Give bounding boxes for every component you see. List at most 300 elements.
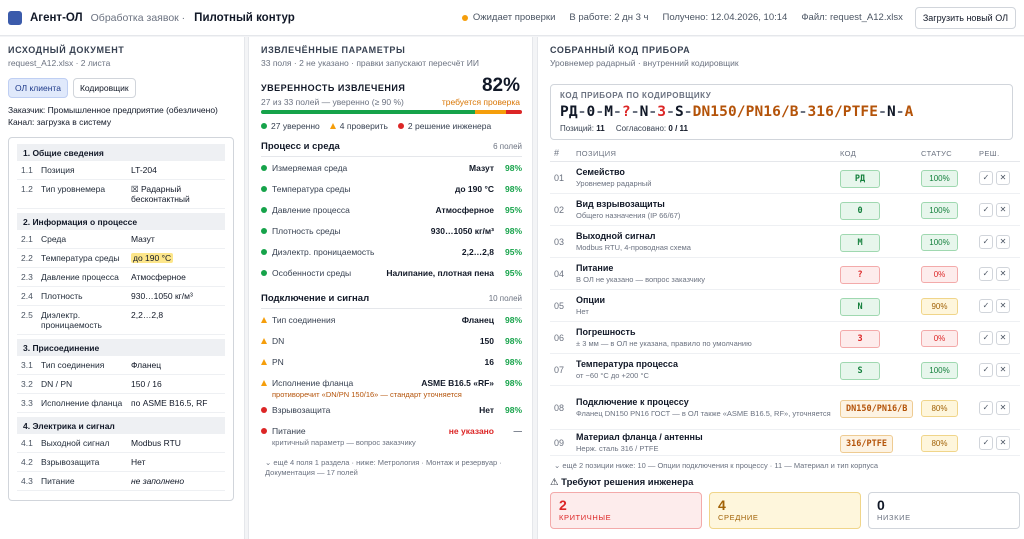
doc-row-value <box>131 360 225 370</box>
doc-row-number: 1.2 <box>21 184 33 194</box>
row-decision <box>979 203 1010 217</box>
code-segment: - <box>878 104 887 120</box>
param-confidence: 95% <box>504 204 522 215</box>
engineer-decision-title: ⚠ Требуют решения инженера <box>550 477 694 488</box>
param-value: 2,2…2,8 <box>461 246 494 257</box>
accept-check-icon[interactable]: ✓ <box>979 401 993 415</box>
code-segment: S <box>674 104 684 120</box>
accept-check-icon[interactable]: ✓ <box>979 331 993 345</box>
agreed-label: Согласовано: <box>615 124 667 133</box>
engineer-decision-cards <box>550 492 1020 529</box>
row-number: 03 <box>554 236 565 247</box>
param-value: до 190 °C <box>454 183 494 194</box>
more-fields-link[interactable]: ⌄ ещё 4 поля 1 раздела · ниже: Метрология · Монтаж и резервуар · Документация — 17 полей <box>265 458 502 477</box>
confidence-value: 82% <box>481 75 520 96</box>
accept-check-icon[interactable]: ✓ <box>979 267 993 281</box>
row-subtitle: ± 3 мм — в ОЛ не указана, правило по умолчанию <box>576 339 752 348</box>
green-dot-icon <box>261 226 272 236</box>
param-confidence: 95% <box>504 246 522 257</box>
doc-row-value <box>131 310 225 320</box>
doc-row <box>17 161 225 180</box>
green-dot-icon <box>261 205 272 215</box>
code-title: СОБРАННЫЙ КОД ПРИБОРА <box>550 45 691 55</box>
doc-row-value <box>131 234 225 244</box>
param-label: Измеряемая среда <box>272 162 348 173</box>
accept-check-icon[interactable]: ✓ <box>979 299 993 313</box>
status-badge: 100% <box>921 202 958 219</box>
row-code-cell <box>840 398 921 418</box>
doc-row-value-text: ☒ Радарный бесконтактный <box>131 184 190 204</box>
doc-row-number: 4.2 <box>21 457 33 467</box>
reject-close-icon[interactable]: ✕ <box>996 363 1010 377</box>
param-label: DN <box>272 335 285 346</box>
row-decision <box>979 363 1010 377</box>
reject-close-icon[interactable]: ✕ <box>996 203 1010 217</box>
agreed-count: 0 / 11 <box>668 124 688 133</box>
param-value: не указано <box>448 425 494 436</box>
table-row <box>550 386 1020 430</box>
status-badge: 80% <box>921 435 958 452</box>
code-segment: - <box>595 104 605 120</box>
doc-row <box>17 375 225 394</box>
code-chip[interactable]: 0 <box>840 202 880 220</box>
doc-row-label: Исполнение фланца <box>41 398 123 408</box>
app-logo-icon <box>8 11 22 25</box>
doc-row-value-text: Фланец <box>131 360 162 370</box>
param-row[interactable] <box>261 399 522 420</box>
doc-row-value <box>131 165 225 175</box>
table-row <box>550 322 1020 354</box>
table-header <box>550 145 1020 162</box>
code-box-title: КОД ПРИБОРА ПО КОДИРОВЩИКУ <box>560 91 712 100</box>
row-position <box>576 327 840 348</box>
doc-row-value <box>131 253 225 263</box>
doc-row <box>17 434 225 453</box>
row-number: 04 <box>554 268 565 279</box>
doc-row-value <box>131 272 225 282</box>
accept-check-icon[interactable]: ✓ <box>979 235 993 249</box>
warning-triangle-icon <box>261 315 272 325</box>
code-segment: N <box>886 104 896 120</box>
status-badge: 100% <box>921 362 958 379</box>
source-document-panel <box>0 37 245 539</box>
param-value: Нет <box>479 404 494 415</box>
group-count: 10 полей <box>488 294 522 303</box>
row-subtitle: от −60 °C до +200 °C <box>576 371 649 380</box>
doc-row-value-text: LT-204 <box>131 165 157 175</box>
row-status-cell <box>921 433 979 452</box>
code-segment: РД <box>560 104 578 120</box>
doc-row-label: Тип уровнемера <box>41 184 106 194</box>
more-positions-link[interactable]: ⌄ ещё 2 позиции ниже: 10 — Опции подключения к процессу · 11 — Материал и тип корпуса <box>554 461 879 470</box>
param-confidence: 98% <box>504 225 522 236</box>
param-confidence: 98% <box>504 377 522 388</box>
param-row[interactable] <box>261 241 522 262</box>
code-segment: - <box>895 104 905 120</box>
row-position <box>576 295 840 316</box>
row-title: Питание <box>576 263 614 273</box>
file-name: Файл: request_A12.xlsx <box>801 12 903 23</box>
doc-row-number: 3.1 <box>21 360 33 370</box>
row-status-cell <box>921 360 979 379</box>
doc-row-value-text: Нет <box>131 457 146 467</box>
param-row[interactable] <box>261 330 522 351</box>
tab-coder[interactable]: Кодировщик <box>73 78 136 98</box>
doc-row-value-text: 2,2…2,8 <box>131 310 164 320</box>
row-title: Подключение к процессу <box>576 397 689 407</box>
reject-close-icon[interactable]: ✕ <box>996 235 1010 249</box>
row-decision <box>979 235 1010 249</box>
param-label: Особенности среды <box>272 267 352 278</box>
group-count: 6 полей <box>493 142 522 151</box>
accept-check-icon[interactable]: ✓ <box>979 363 993 377</box>
doc-row-value <box>131 438 225 448</box>
row-code-cell <box>840 360 921 380</box>
code-segment: - <box>613 104 622 120</box>
table-row <box>550 258 1020 290</box>
doc-row-label: Давление процесса <box>41 272 119 282</box>
param-value: ASME B16.5 «RF» <box>421 377 494 388</box>
tab-client-form[interactable]: ОЛ клиента <box>8 78 68 98</box>
doc-row-label: Тип соединения <box>41 360 105 370</box>
table-row <box>550 354 1020 386</box>
param-label: Исполнение фланца <box>272 377 354 388</box>
code-meta: Уровнемер радарный · внутренний кодировщик <box>550 58 739 68</box>
code-segment: - <box>630 104 640 120</box>
red-dot-icon <box>398 123 404 129</box>
group-title: Подключение и сигнал <box>261 293 370 304</box>
param-label: Диэлектр. проницаемость <box>272 246 375 257</box>
doc-section-title: 3. Присоединение <box>17 339 225 356</box>
status-text: Ожидает проверки <box>472 12 556 23</box>
legend-check: 4 проверить <box>339 121 388 131</box>
param-confidence: 98% <box>504 404 522 415</box>
doc-row-value <box>131 379 225 389</box>
code-chip[interactable]: N <box>840 298 880 316</box>
table-row <box>550 162 1020 194</box>
status-dot-icon <box>462 15 468 21</box>
param-value: Фланец <box>461 314 494 325</box>
extracted-params-panel <box>248 37 533 539</box>
warning-triangle-icon <box>330 123 336 129</box>
row-code-cell <box>840 168 921 188</box>
code-segment: N <box>639 104 649 120</box>
extracted-title: ИЗВЛЕЧЁННЫЕ ПАРАМЕТРЫ <box>261 45 406 55</box>
in-work-time: В работе: 2 дн 3 ч <box>569 12 649 23</box>
reject-close-icon[interactable]: ✕ <box>996 436 1010 450</box>
group-header <box>261 141 522 157</box>
engineer-card-count: 4 <box>718 497 726 513</box>
doc-row-number: 4.1 <box>21 438 33 448</box>
code-segment: - <box>648 104 658 120</box>
param-row[interactable] <box>261 220 522 241</box>
doc-row-label: Среда <box>41 234 67 244</box>
param-row[interactable] <box>261 157 522 178</box>
doc-row-label: Диэлектр. проницаемость <box>41 310 102 330</box>
doc-row-number: 2.5 <box>21 310 33 320</box>
row-position <box>576 397 840 418</box>
progress-segment-red <box>506 110 522 114</box>
device-code-panel <box>537 37 1024 539</box>
doc-row-label: Выходной сигнал <box>41 438 110 448</box>
doc-row <box>17 394 225 413</box>
doc-row-value-text: 150 / 16 <box>131 379 162 389</box>
warning-triangle-icon <box>261 378 272 388</box>
doc-row <box>17 472 225 491</box>
col-number: # <box>554 148 560 158</box>
param-label: PN <box>272 356 284 367</box>
row-number: 01 <box>554 172 565 183</box>
row-subtitle: Нерж. сталь 316 / PTFE <box>576 444 659 453</box>
engineer-card-count: 0 <box>877 497 885 513</box>
device-code-string <box>560 104 1003 120</box>
row-decision <box>979 331 1010 345</box>
reject-close-icon[interactable]: ✕ <box>996 267 1010 281</box>
param-confidence: 95% <box>504 267 522 278</box>
param-confidence: 98% <box>504 335 522 346</box>
confidence-legend <box>261 121 491 131</box>
reject-close-icon[interactable]: ✕ <box>996 299 1010 313</box>
doc-row-number: 2.3 <box>21 272 33 282</box>
row-status-cell <box>921 328 979 347</box>
group-title: Процесс и среда <box>261 141 340 152</box>
confidence-title: УВЕРЕННОСТЬ ИЗВЛЕЧЕНИЯ <box>261 83 406 93</box>
param-value: Мазут <box>468 162 494 173</box>
row-title: Материал фланца / антенны <box>576 432 703 442</box>
accept-check-icon[interactable]: ✓ <box>979 171 993 185</box>
warning-triangle-icon <box>261 336 272 346</box>
code-segment: - <box>683 104 693 120</box>
param-row[interactable] <box>261 351 522 372</box>
code-segment: - <box>798 104 808 120</box>
param-row[interactable] <box>261 309 522 330</box>
param-row[interactable] <box>261 178 522 199</box>
row-code-cell <box>840 232 921 252</box>
col-status: СТАТУС <box>921 148 953 158</box>
doc-row <box>17 230 225 249</box>
param-label: Тип соединения <box>272 314 336 325</box>
green-dot-icon <box>261 247 272 257</box>
table-row <box>550 194 1020 226</box>
group-process <box>261 141 522 283</box>
doc-row-value-text: до 190 °C <box>133 253 172 263</box>
param-confidence: 98% <box>504 183 522 194</box>
app-header <box>0 0 1024 36</box>
accept-check-icon[interactable]: ✓ <box>979 436 993 450</box>
doc-row <box>17 453 225 472</box>
row-position <box>576 359 840 380</box>
engineer-card-label: КРИТИЧНЫЕ <box>559 513 612 522</box>
reject-close-icon[interactable]: ✕ <box>996 171 1010 185</box>
channel-line: Канал: загрузка в систему <box>8 117 112 127</box>
row-decision <box>979 436 1010 450</box>
param-row[interactable] <box>261 199 522 220</box>
doc-row-label: Плотность <box>41 291 83 301</box>
row-position <box>576 432 840 453</box>
engineer-card-count: 2 <box>559 497 567 513</box>
code-segment: A <box>904 104 914 120</box>
green-dot-icon <box>261 184 272 194</box>
row-decision <box>979 267 1010 281</box>
confidence-progress-bar <box>261 110 522 114</box>
confidence-warning: требуется проверка <box>441 97 520 107</box>
param-confidence: 98% <box>504 314 522 325</box>
doc-section-title: 1. Общие сведения <box>17 144 225 161</box>
source-title: ИСХОДНЫЙ ДОКУМЕНТ <box>8 45 125 55</box>
row-status-cell <box>921 296 979 315</box>
code-chip[interactable]: РД <box>840 170 880 188</box>
doc-row <box>17 249 225 268</box>
code-stats <box>560 124 1003 133</box>
status-badge: 100% <box>921 170 958 187</box>
row-number: 05 <box>554 300 565 311</box>
param-label: Давление процесса <box>272 204 350 215</box>
doc-row <box>17 180 225 209</box>
code-segment: DN150/PN16/B <box>692 104 799 120</box>
group-connection <box>261 293 522 447</box>
document-preview <box>8 137 234 501</box>
green-dot-icon <box>261 123 267 129</box>
doc-row <box>17 268 225 287</box>
code-segment: - <box>666 104 675 120</box>
row-number: 08 <box>554 402 565 413</box>
code-segment: ? <box>621 104 631 120</box>
doc-row-value <box>131 184 225 204</box>
row-status-cell <box>921 200 979 219</box>
param-label: Питание <box>272 425 306 436</box>
accept-check-icon[interactable]: ✓ <box>979 203 993 217</box>
code-chip[interactable]: 316/PTFE <box>840 435 893 453</box>
doc-row-number: 2.4 <box>21 291 33 301</box>
doc-row-label: Взрывозащита <box>41 457 100 467</box>
row-title: Температура процесса <box>576 359 679 369</box>
param-confidence: 98% <box>504 356 522 367</box>
code-chip[interactable]: M <box>840 234 880 252</box>
param-confidence: — <box>513 425 522 436</box>
param-value: Налипание, плотная пена <box>386 267 494 278</box>
code-segment: 316/PTFE <box>807 104 879 120</box>
row-position <box>576 167 840 188</box>
confidence-sub: 27 из 33 полей — уверенно (≥ 90 %) <box>261 97 404 107</box>
status-badge: 0% <box>921 330 958 347</box>
code-chip[interactable]: DN150/PN16/B <box>840 400 913 418</box>
reject-close-icon[interactable]: ✕ <box>996 401 1010 415</box>
code-chip[interactable]: 3 <box>840 330 880 348</box>
code-segment: M <box>604 104 614 120</box>
row-status-cell <box>921 168 979 187</box>
doc-row-value <box>131 457 225 467</box>
doc-row-label: Температура среды <box>41 253 120 263</box>
red-dot-icon <box>261 426 272 436</box>
green-dot-icon <box>261 163 272 173</box>
legend-sure: 27 уверенно <box>271 121 320 131</box>
row-number: 07 <box>554 364 565 375</box>
code-chip[interactable]: S <box>840 362 880 380</box>
doc-row-value <box>131 398 225 408</box>
upload-new-button[interactable]: Загрузить новый ОЛ <box>915 7 1016 29</box>
extracted-meta: 33 поля · 2 не указано · правки запускают пересчёт ИИ <box>261 58 480 68</box>
row-subtitle: В ОЛ не указано — вопрос заказчику <box>576 275 705 284</box>
code-segment: 0 <box>586 104 596 120</box>
group-header <box>261 293 522 309</box>
param-row[interactable] <box>261 262 522 283</box>
reject-close-icon[interactable]: ✕ <box>996 331 1010 345</box>
doc-row-label: Питание <box>41 476 75 486</box>
engineer-card[interactable] <box>868 492 1020 529</box>
positions-count: 11 <box>596 124 605 133</box>
row-number: 02 <box>554 204 565 215</box>
status-badge: 90% <box>921 298 958 315</box>
param-confidence: 98% <box>504 162 522 173</box>
status-badge: 0% <box>921 266 958 283</box>
doc-row <box>17 287 225 306</box>
code-positions-table <box>550 145 1020 456</box>
row-code-cell <box>840 200 921 220</box>
param-value: 150 <box>479 335 494 346</box>
table-row <box>550 430 1020 456</box>
doc-row-label: DN / PN <box>41 379 73 389</box>
doc-row-number: 4.3 <box>21 476 33 486</box>
row-decision <box>979 171 1010 185</box>
status-badge: 80% <box>921 400 958 417</box>
row-subtitle: Modbus RTU, 4-проводная схема <box>576 243 691 252</box>
param-note: противоречит «DN/PN 150/16» — стандарт уточняется <box>272 390 462 399</box>
row-decision <box>979 299 1010 313</box>
app-section: Обработка заявок · <box>90 11 186 24</box>
engineer-card-label: НИЗКИЕ <box>877 513 911 522</box>
progress-segment-green <box>261 110 475 114</box>
doc-row-number: 3.2 <box>21 379 33 389</box>
engineer-card[interactable] <box>550 492 702 529</box>
warning-triangle-icon <box>261 357 272 367</box>
row-code-cell <box>840 433 921 453</box>
engineer-card[interactable] <box>709 492 861 529</box>
progress-segment-amber <box>475 110 507 114</box>
device-code-box <box>550 84 1013 140</box>
engineer-card-label: СРЕДНИЕ <box>718 513 759 522</box>
doc-row <box>17 356 225 375</box>
row-code-cell <box>840 328 921 348</box>
table-row <box>550 226 1020 258</box>
row-title: Погрешность <box>576 327 636 337</box>
param-value: 16 <box>484 356 494 367</box>
row-status-cell <box>921 232 979 251</box>
row-position <box>576 199 840 220</box>
row-position <box>576 231 840 252</box>
green-dot-icon <box>261 268 272 278</box>
doc-row-value-text: Modbus RTU <box>131 438 181 448</box>
param-value: Атмосферное <box>435 204 494 215</box>
row-title: Вид взрывозащиты <box>576 199 665 209</box>
positions-label: Позиций: <box>560 124 594 133</box>
row-decision <box>979 401 1010 415</box>
row-title: Семейство <box>576 167 625 177</box>
param-label: Взрывозащита <box>272 404 331 415</box>
row-subtitle: Общего назначения (IP 66/67) <box>576 211 681 220</box>
legend-engineer: 2 решение инженера <box>407 121 492 131</box>
status-badge: 100% <box>921 234 958 251</box>
param-value: 930…1050 кг/м³ <box>430 225 494 236</box>
red-dot-icon <box>261 405 272 415</box>
doc-section-title: 4. Электрика и сигнал <box>17 417 225 434</box>
received-time: Получено: 12.04.2026, 10:14 <box>662 12 788 23</box>
row-status-cell <box>921 398 979 417</box>
doc-row-number: 2.1 <box>21 234 33 244</box>
doc-row <box>17 306 225 335</box>
page-title: Пилотный контур <box>194 11 295 24</box>
doc-row-value-text: Мазут <box>131 234 155 244</box>
code-chip[interactable]: ? <box>840 266 880 284</box>
